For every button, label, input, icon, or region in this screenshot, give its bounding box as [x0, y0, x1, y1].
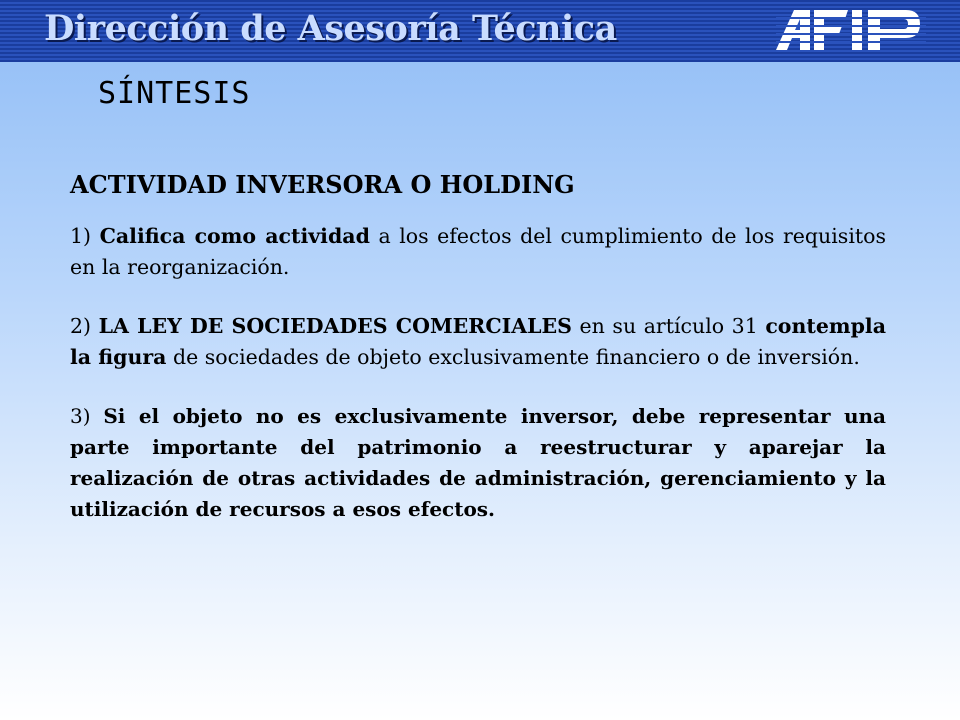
header-title: Dirección de Asesoría Técnica	[44, 8, 617, 49]
paragraph-text: a los efectos del cumplimiento de los requisitos en la reorganización.	[70, 224, 886, 279]
paragraph-2	[70, 311, 886, 373]
paragraph-3	[70, 401, 886, 525]
paragraph-number: 3)	[70, 404, 91, 428]
paragraph-text: de sociedades de objeto exclusivamente financiero o de inversión.	[172, 345, 860, 369]
paragraph-bold-text: contempla la figura	[70, 314, 886, 369]
paragraph-bold-text: Si el objeto no es exclusivamente inversor, debe representar una parte importante del patrimonio a reestructurar y aparejar la realización de otras actividades de administración, gerenciamiento y la utilización de recursos a esos efectos.	[70, 404, 886, 521]
paragraph-number: 1)	[70, 224, 92, 248]
paragraph-bold-text: LA LEY DE SOCIEDADES COMERCIALES	[98, 314, 572, 338]
content-heading: ACTIVIDAD INVERSORA O HOLDING	[70, 170, 575, 199]
afip-logo-icon	[776, 10, 926, 50]
paragraph-1	[70, 221, 886, 283]
paragraph-text: en su artículo 31	[579, 314, 758, 338]
main-content	[70, 170, 886, 553]
header-bar	[0, 0, 960, 62]
paragraph-number: 2)	[70, 314, 92, 338]
paragraph-bold-text: Califica como actividad	[99, 224, 370, 248]
section-title: SÍNTESIS	[98, 76, 251, 111]
